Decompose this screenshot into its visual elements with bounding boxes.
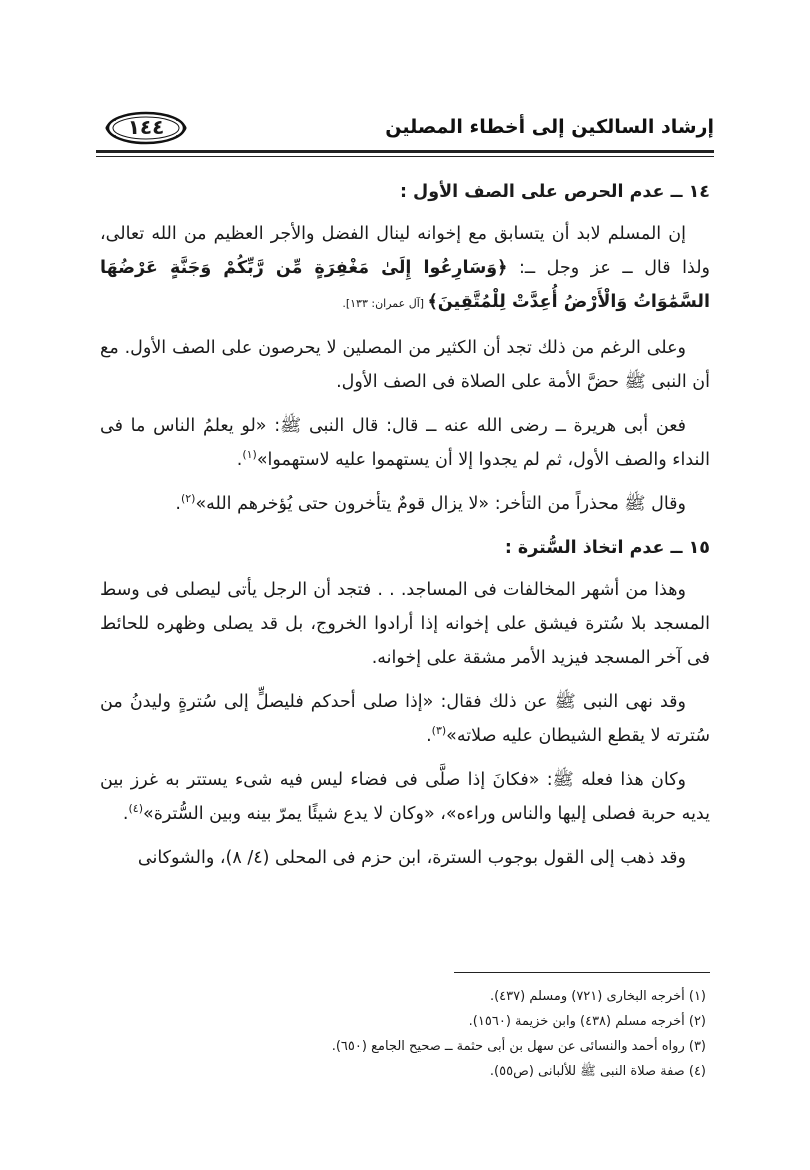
page-header [96,108,714,156]
paragraph [100,217,710,321]
section-heading: ١٤ ــ عدم الحرص على الصف الأول : [399,182,710,202]
footnote-item: (٣) رواه أحمد والنسائى عن سهل بن أبى حثمة ــ صحيح الجامع (٦٥٠). [331,1039,706,1054]
main-text [100,175,710,885]
page-number: ١٤٤ [127,115,165,139]
quran-verse: ﴿وَسَارِعُوا إِلَىٰ مَغْفِرَةٍ مِّن رَّبِّكُمْ وَجَنَّةٍ عَرْضُهَا السَّمَٰوَاتُ وَالْأَرْضُ أُعِدَّتْ لِلْمُتَّقِينَ﴾ [100,258,710,312]
paragraph-text: وكان هذا فعله ﷺ: «فكانَ إذا صلَّى فى فضاء ليس فيه شىء يستتر به غرز بين يديه حربة فصلى إليها والناس وراءه»، «وكان لا يدع شيئًا يمرّ بينه وبين السُّترة» [100,770,710,824]
paragraph-text: وقال ﷺ محذراً من التأخر: «لا يزال قومٌ يتأخرون حتى يُؤخرهم الله» [195,494,686,514]
header-divider [96,150,714,153]
paragraph [100,331,710,399]
verse-reference: [آل عمران: ١٣٣]. [342,297,428,310]
footnote-marker[interactable]: (٣) [431,724,447,738]
paragraph: وقد نهى النبى ﷺ عن ذلك فقال: «إذا صلى أحدكم فليصلٍّ إلى سُترةٍ وليدنُ من سُترته لا يقطع الشيطان عليه صلاته»$^{(٣)}$. [100,692,710,746]
footnotes [100,984,710,1084]
footnote-item: (٤) صفة صلاة النبى ﷺ للألبانى (ص٥٥). [489,1064,706,1079]
paragraph-text: وقد ذهب إلى القول بوجوب السترة، ابن حزم فى المحلى (٤/ ٨)، والشوكانى [137,848,686,868]
footnote-divider [454,972,710,973]
page-number-badge [104,110,188,146]
paragraph [100,573,710,675]
paragraph-text: فعن أبى هريرة ــ رضى الله عنه ــ قال: قال النبى ﷺ: «لو يعلمُ الناس ما فى النداء والصف الأول، ثم لم يجدوا إلا أن يستهموا عليه لاستهموا» [100,416,710,470]
header-divider-thin [96,156,714,157]
paragraph: وكان هذا فعله ﷺ: «فكانَ إذا صلَّى فى فضاء ليس فيه شىء يستتر به غرز بين يديه حربة فصلى إليها والناس وراءه»، «وكان لا يدع شيئًا يمرّ بينه وبين السُّترة»$^{(٤)}$. [100,770,710,824]
paragraph: وقال ﷺ محذراً من التأخر: «لا يزال قومٌ يتأخرون حتى يُؤخرهم الله»$^{(٢)}$. [175,492,686,514]
footnote-item: (٢) أخرجه مسلم (٤٣٨) وابن خزيمة (١٥٦٠). [468,1014,706,1029]
paragraph-text: وقد نهى النبى ﷺ عن ذلك فقال: «إذا صلى أحدكم فليصلٍّ إلى سُترةٍ وليدنُ من سُترته لا يقطع الشيطان عليه صلاته» [100,692,710,746]
footnote-marker[interactable]: (٢) [180,492,196,506]
paragraph-text: وعلى الرغم من ذلك تجد أن الكثير من المصلين لا يحرصون على الصف الأول. مع أن النبى ﷺ حضَّ الأمة على الصلاة فى الصف الأول. [100,338,710,392]
section-heading: ١٥ ــ عدم اتخاذ السُّترة : [504,538,710,558]
footnote-marker[interactable]: (٤) [128,802,143,816]
paragraph [100,841,710,875]
running-title: إرشاد السالكين إلى أخطاء المصلين [385,116,714,138]
paragraph: فعن أبى هريرة ــ رضى الله عنه ــ قال: قال النبى ﷺ: «لو يعلمُ الناس ما فى النداء والصف الأول، ثم لم يجدوا إلا أن يستهموا عليه لاستهموا»$^{(١)}$. [100,416,710,470]
footnote-item: (١) أخرجه البخارى (٧٢١) ومسلم (٤٣٧). [489,989,706,1004]
paragraph-text: وهذا من أشهر المخالفات فى المساجد. . . فتجد أن الرجل يأتى ليصلى فى وسط المسجد بلا سُترة فيشق على إخوانه إذا أرادوا الخروج، بل قد يصلى وظهره للحائط فى آخر المسجد فيزيد الأمر مشقة على إخوانه. [100,580,710,668]
footnote-marker[interactable]: (١) [242,448,257,462]
paragraph-text: إن المسلم لابد أن يتسابق مع إخوانه لينال الفضل والأجر العظيم من الله تعالى، ولذا قال ــ عز وجل ــ: [100,224,710,278]
